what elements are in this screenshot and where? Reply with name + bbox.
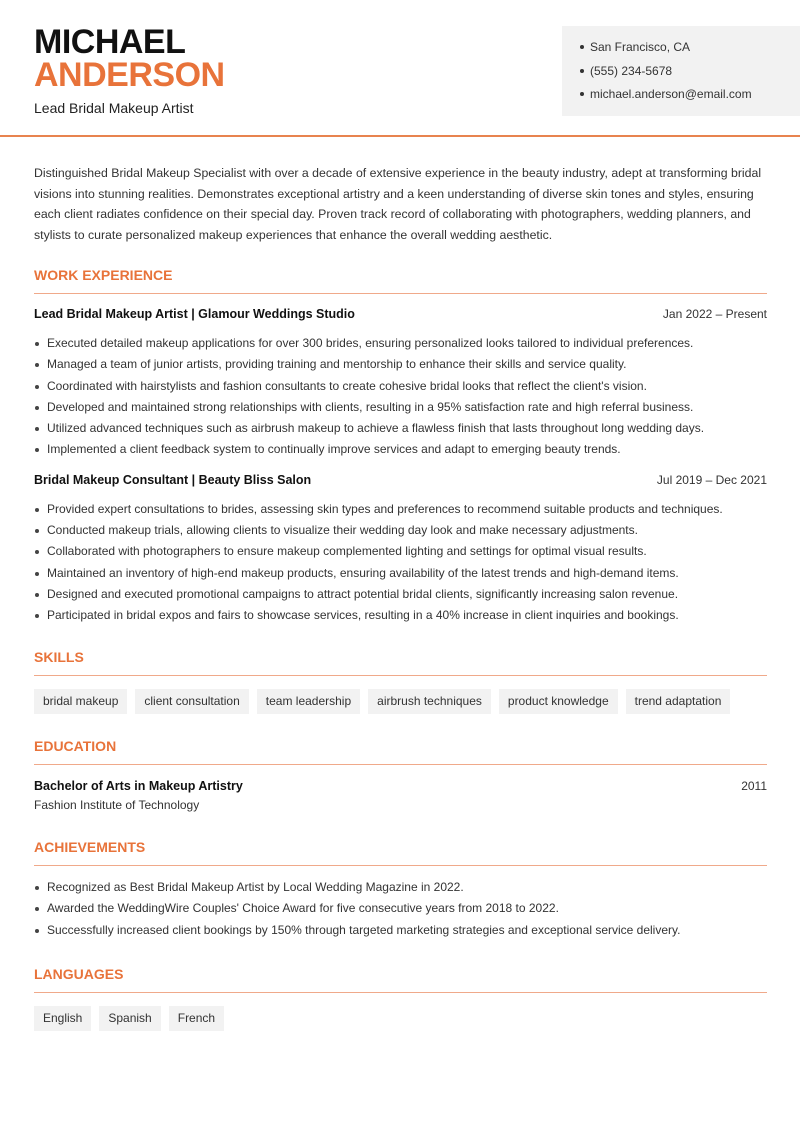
job-title: Lead Bridal Makeup Artist: [34, 100, 194, 116]
job-bullets: [34, 333, 767, 461]
contact-box: [562, 26, 800, 116]
contact-location: San Francisco, CA: [580, 38, 752, 62]
last-name: ANDERSON: [34, 56, 225, 94]
language-tag: Spanish: [99, 1006, 160, 1031]
contact-phone: (555) 234-5678: [580, 62, 752, 86]
job-dates: Jan 2022 – Present: [662, 307, 767, 321]
bullet-item: Implemented a client feedback system to continually improve services and adapt to emerging beauty trends.: [34, 439, 767, 460]
contact-email[interactable]: michael.anderson@email.com: [580, 85, 752, 109]
bullet-item: Coordinated with hairstylists and fashion consultants to create cohesive bridal looks that reflect the client's vision.: [34, 376, 767, 397]
section-title: LANGUAGES: [34, 965, 767, 993]
section-title: EDUCATION: [34, 737, 767, 765]
job-dates: Jul 2019 – Dec 2021: [656, 472, 767, 487]
bullet-item: Developed and maintained strong relationships with clients, resulting in a 95% satisfaction rate and high referral business.: [34, 397, 767, 418]
bullet-item: Utilized advanced techniques such as airbrush makeup to achieve a flawless finish that lasts throughout long wedding days.: [34, 418, 767, 439]
skill-tag: product knowledge: [499, 689, 618, 714]
education-school: Fashion Institute of Technology: [34, 798, 200, 812]
bullet-item: Participated in bridal expos and fairs to showcase services, resulting in a 40% increase in client inquiries and bookings.: [34, 605, 767, 626]
education-year: 2011: [741, 779, 767, 793]
first-name: MICHAEL: [34, 23, 186, 61]
job-role: Lead Bridal Makeup Artist | Glamour Weddings Studio: [34, 307, 355, 321]
skill-tags: [34, 689, 767, 714]
language-tags: [34, 1006, 767, 1031]
skill-tag: trend adaptation: [626, 689, 731, 714]
section-education: [34, 737, 767, 812]
job-role: Bridal Makeup Consultant | Beauty Bliss Salon: [34, 472, 312, 487]
skill-tag: airbrush techniques: [368, 689, 491, 714]
resume-header: [0, 0, 800, 137]
education-header: [34, 779, 767, 793]
section-title: WORK EXPERIENCE: [34, 266, 767, 294]
bullet-item: Maintained an inventory of high-end makeup products, ensuring availability of the latest trends and high-demand items.: [34, 563, 767, 584]
bullet-item: Collaborated with photographers to ensure makeup complemented lighting and settings for optimal visual results.: [34, 541, 767, 562]
language-tag: English: [34, 1006, 91, 1031]
achievement-item: Successfully increased client bookings by 150% through targeted marketing strategies and exceptional service delivery.: [34, 920, 767, 941]
bullet-item: Designed and executed promotional campaigns to attract potential bridal clients, significantly increasing salon revenue.: [34, 584, 767, 605]
job-bullets: [34, 499, 767, 627]
section-title: SKILLS: [34, 648, 767, 676]
bullet-item: Executed detailed makeup applications for over 300 brides, ensuring personalized looks tailored to individual preferences.: [34, 333, 767, 354]
section-achievements: [34, 838, 767, 941]
section-title: ACHIEVEMENTS: [34, 838, 767, 866]
job-header: [34, 473, 767, 493]
summary: Distinguished Bridal Makeup Specialist with over a decade of extensive experience in the beauty industry, adept at transforming bridal visions into stunning realities. Demonstrates exceptional artistry and a keen understanding of diverse skin tones and styles, ensuring each client radiates confidence on their special day. Proven track record of collaborating with photographers, wedding planners, and stylists to curate personalized makeup experiences that enhance the overall wedding aesthetic.: [34, 166, 762, 242]
skill-tag: bridal makeup: [34, 689, 127, 714]
achievement-item: Awarded the WeddingWire Couples' Choice Award for five consecutive years from 2018 to 2022.: [34, 898, 767, 919]
section-skills: [34, 648, 767, 714]
bullet-item: Managed a team of junior artists, providing training and mentorship to enhance their skills and service quality.: [34, 354, 767, 375]
bullet-item: Provided expert consultations to brides, assessing skin types and preferences to recommend suitable products and techniques.: [34, 499, 767, 520]
achievement-item: Recognized as Best Bridal Makeup Artist by Local Wedding Magazine in 2022.: [34, 877, 767, 898]
bullet-item: Conducted makeup trials, allowing clients to visualize their wedding day look and make necessary adjustments.: [34, 520, 767, 541]
skill-tag: team leadership: [257, 689, 360, 714]
achievement-bullets: [34, 877, 767, 941]
section-work-experience: [34, 266, 767, 627]
skill-tag: client consultation: [135, 689, 248, 714]
language-tag: French: [169, 1006, 224, 1031]
section-languages: [34, 965, 767, 1031]
job-header: [34, 307, 767, 327]
education-degree: Bachelor of Arts in Makeup Artistry: [34, 779, 243, 793]
